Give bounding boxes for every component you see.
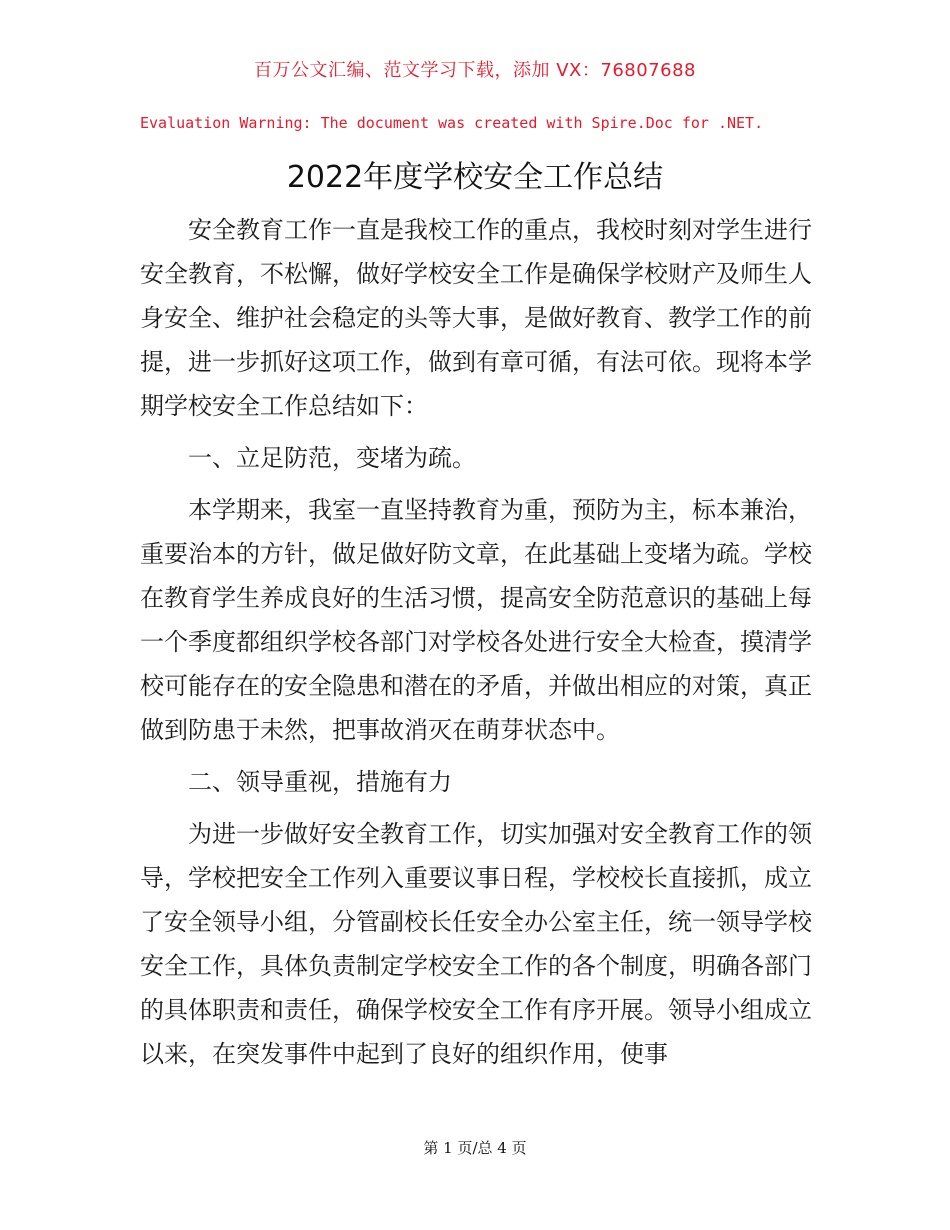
paragraph-intro: 安全教育工作一直是我校工作的重点，我校时刻对学生进行安全教育，不松懈，做好学校安全工作是确保学校财产及师生人身安全、维护社会稳定的头等大事，是做好教育、教学工作的前提，进一步抓好这项工作，做到有章可循，有法可依。现将本学期学校安全工作总结如下： bbox=[140, 216, 812, 420]
document-body bbox=[140, 208, 812, 1084]
document-title: 2022年度学校安全工作总结 bbox=[286, 160, 664, 195]
evaluation-warning: Evaluation Warning: The document was created with Spire.Doc for .NET. bbox=[140, 114, 764, 132]
paragraph-section-2: 为进一步做好安全教育工作，切实加强对安全教育工作的领导，学校把安全工作列入重要议事日程，学校校长直接抓，成立了安全领导小组，分管副校长任安全办公室主任，统一领导学校安全工作，具体负责制定学校安全工作的各个制度，明确各部门的具体职责和责任，确保学校安全工作有序开展。领导小组成立以来，在突发事件中起到了良好的组织作用，使事 bbox=[140, 820, 812, 1068]
section-heading-1: 一、立足防范，变堵为疏。 bbox=[188, 444, 476, 472]
page-number-footer: 第 1 页/总 4 页 bbox=[423, 1139, 527, 1157]
section-heading-2: 二、领导重视，措施有力 bbox=[188, 768, 452, 796]
paragraph-section-1: 本学期来，我室一直坚持教育为重，预防为主，标本兼治，重要治本的方针，做足做好防文章，在此基础上变堵为疏。学校在教育学生养成良好的生活习惯，提高安全防范意识的基础上每一个季度都组织学校各部门对学校各处进行安全大检查，摸清学校可能存在的安全隐患和潜在的矛盾，并做出相应的对策，真正做到防患于未然，把事故消灭在萌芽状态中。 bbox=[140, 496, 812, 744]
header-banner: 百万公文汇编、范文学习下载，添加 VX：76807688 bbox=[254, 60, 696, 81]
